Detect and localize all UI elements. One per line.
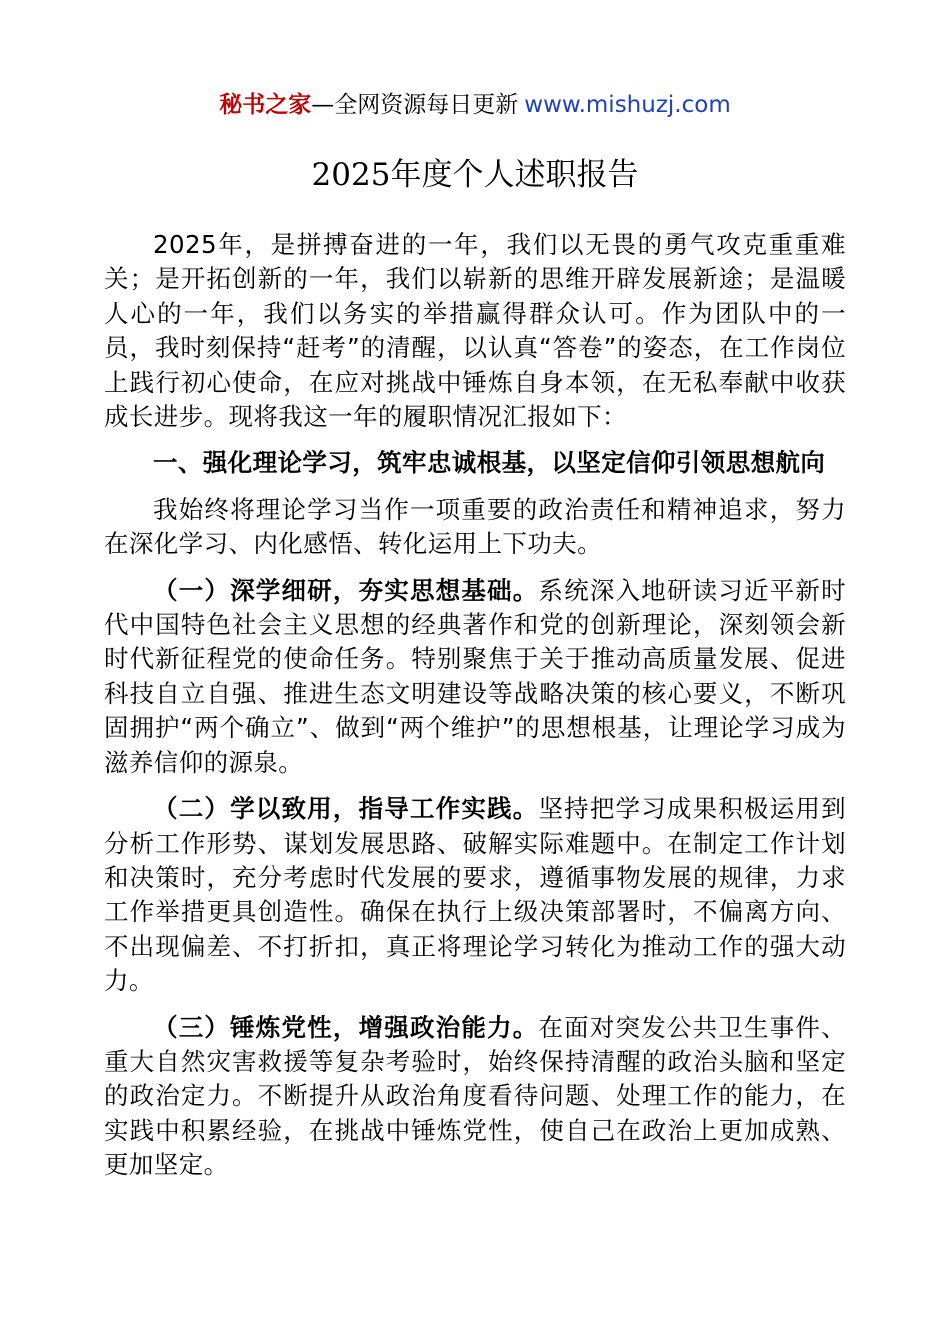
section-heading-1: 一、强化理论学习，筑牢忠诚根基，以坚定信仰引领思想航向 (153, 448, 826, 478)
item-heading-3: （三）锤炼党性，增强政治能力。 (153, 1012, 539, 1042)
header-tagline: —全网资源每日更新 (311, 92, 519, 118)
site-url-link[interactable]: www.mishuzj.com (524, 92, 731, 118)
item-paragraph-2 (104, 792, 846, 998)
document-title: 2025年度个人述职报告 (311, 157, 639, 193)
item-heading-2: （二）学以致用，指导工作实践。 (153, 794, 539, 824)
item-paragraph-3 (104, 1011, 846, 1183)
item-heading-1: （一）深学细研，夯实思想基础。 (153, 575, 539, 605)
intro-paragraph: 2025年，是拼搏奋进的一年，我们以无畏的勇气攻克重重难关；是开拓创新的一年，我们以崭新的思维开辟发展新途；是温暖人心的一年，我们以务实的举措赢得群众认可。作为团队中的一员，我时刻保持“赶考”的清醒，以认真“答卷”的姿态，在工作岗位上践行初心使命，在应对挑战中锤炼自身本领，在无私奉献中收获成长进步。现将我这一年的履职情况汇报如下： (104, 230, 846, 432)
item-text-3: 在面对突发公共卫生事件、重大自然灾害救援等复杂考验时，始终保持清醒的政治头脑和坚定的政治定力。不断提升从政治角度看待问题、处理工作的能力，在实践中积累经验，在挑战中锤炼党性，使自己在政治上更加成熟、更加坚定。 (104, 1012, 846, 1180)
brand-name: 秘书之家 (219, 92, 312, 118)
section-intro-paragraph: 我始终将理论学习当作一项重要的政治责任和精神追求，努力在深化学习、内化感悟、转化运用上下功夫。 (104, 494, 846, 559)
item-text-2: 坚持把学习成果积极运用到分析工作形势、谋划发展思路、破解实际难题中。在制定工作计划和决策时，充分考虑时代发展的要求，遵循事物发展的规律，力求工作举措更具创造性。确保在执行上级决策部署时，不偏离方向、不出现偏差、不打折扣，真正将理论学习转化为推动工作的强大动力。 (104, 794, 846, 996)
document-body (104, 228, 846, 1183)
item-text-1: 系统深入地研读习近平新时代中国特色社会主义思想的经典著作和党的创新理论，深刻领会新时代新征程党的使命任务。特别聚焦于关于推动高质量发展、促进科技自立自强、推进生态文明建设等战略决策的核心要义，不断巩固拥护“两个确立”、做到“两个维护”的思想根基，让理论学习成为滋养信仰的源泉。 (104, 575, 846, 777)
item-paragraph-1 (104, 574, 846, 780)
site-header (0, 88, 950, 122)
